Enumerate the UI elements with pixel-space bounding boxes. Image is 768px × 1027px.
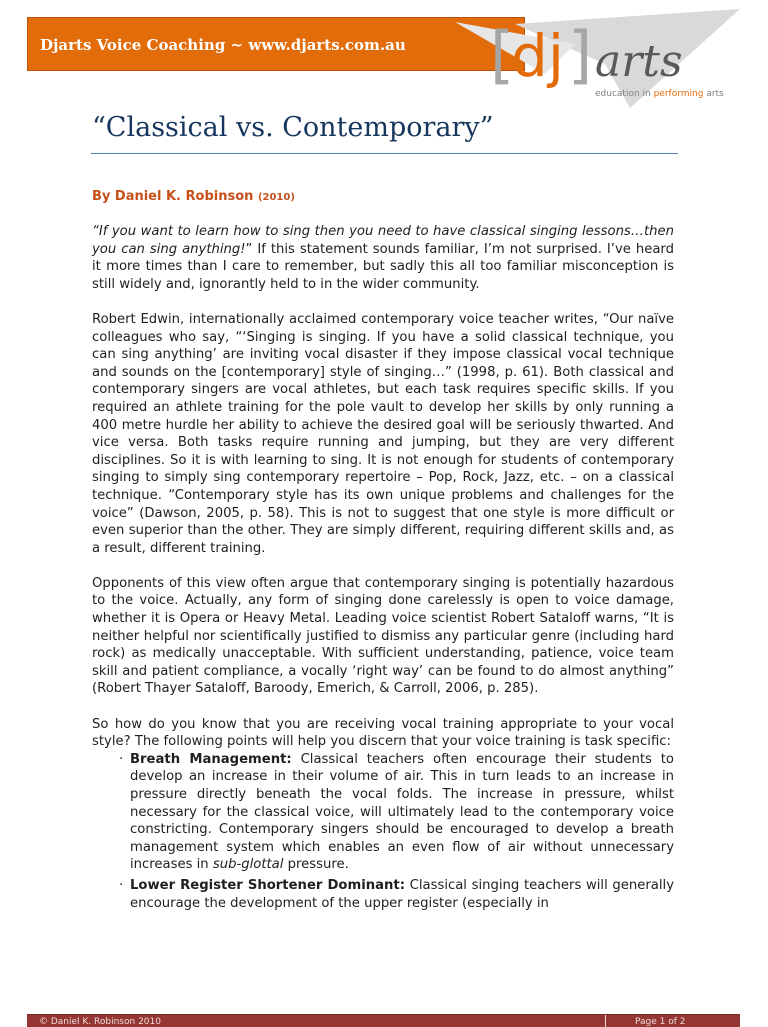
bullet-marker: · [119,877,124,893]
paragraph-3: Opponents of this view often argue that contemporary singing is potentially hazardous to the voice. Actually, any form of singing done carelessly is open to voice damage, whether it is Opera or Heavy Metal. Leading voice scientist Robert Sataloff warns, “It is neither helpful nor scientifically justified to dismiss any particular genre (including hard rock) as medically unacceptable. With sufficient understanding, patience, voice team skill and patient compliance, a vocally ‘right way’ can be found to do almost anything” (Robert Thayer Sataloff, Baroody, Emerich, & Carroll, 2006, p. 285). [92,575,674,697]
byline-year: (2010) [257,192,295,203]
bullet-term: Lower Register Shortener Dominant: [130,877,405,893]
bullet-marker: · [119,751,124,767]
bullet-term: Breath Management: [130,751,292,767]
header-banner [27,17,525,71]
footer-copyright: © Daniel K. Robinson 2010 [39,1017,161,1027]
logo-mark: dj [511,22,564,90]
logo-bracket-right: ] [568,18,593,91]
paragraph-1: “If you want to learn how to sing then you need to have classical singing lessons…then you can sing anything!” If this statement sounds familiar, I’m not surprised. I’ve heard it more times than I care to remember, but sadly this all too familiar misconception is still widely and, ignorantly held to in the wider community. [92,224,674,292]
logo-tagline: education in performing arts [595,89,724,99]
opening-quote: “If you want to learn how to sing then you need to have classical singing lessons…then you can sing anything! [92,224,674,257]
document-title: “Classical vs. Contemporary” [92,112,494,143]
document-body [92,223,674,915]
footer-divider [605,1015,606,1027]
title-rule [91,153,678,154]
footer-page-number: Page 1 of 2 [635,1017,686,1027]
paragraph-2: Robert Edwin, internationally acclaimed contemporary voice teacher writes, “Our naïve colleagues who say, “‘Singing is singing. If you have a solid classical technique, you can sing anything’ are inviting vocal disaster if they impose classical vocal technique and sounds on the [contemporary] style of singing…” (1998, p. 61). Both classical and contemporary singers are vocal athletes, but each task requires specific skills. If you required an athlete training for the pole vault to develop her skills by only running a 400 metre hurdle her ability to achieve the desired goal will be seriously thwarted. And vice versa. Both tasks require running and jumping, but they are very different disciplines. So it is with learning to sing. It is not enough for students of contemporary singing to simply sing contemporary repertoire – Pop, Rock, Jazz, etc. – on a classical technique. “Contemporary style has its own unique problems and challenges for the voice” (Dawson, 2005, p. 58). This is not to suggest that one style is more difficult or even superior than the other. They are simply different, requiring different skills and, as a result, different training. [92,311,674,556]
banner-text[interactable]: Djarts Voice Coaching ~ www.djarts.com.au [40,36,406,54]
paragraph-4: So how do you know that you are receiving vocal training appropriate to your vocal style? The following points will help you discern that your voice training is task specific: [92,716,674,750]
byline [92,189,295,204]
page-footer [27,1014,740,1027]
list-item: · Breath Management: Classical teachers often encourage their students to develop an increase in their volume of air. This in turn leads to an increase in pressure directly beneath the vocal folds. The increase in pressure, whilst necessary for the classical voice, will ultimately lead to the contemporary voice constricting. Contemporary singers should be encouraged to develop a breath management system which enables an even flow of air without unnecessary increases in sub-glottal pressure. [119,751,674,873]
logo-wordmark: arts [595,36,683,87]
list-item: · Lower Register Shortener Dominant: Classical singing teachers will generally encourage the development of the upper register (especially in [119,877,674,911]
byline-author: By Daniel K. Robinson [92,189,254,204]
task-specific-list [92,751,674,912]
djarts-logo [455,4,755,108]
logo-bracket-left: [ [490,18,515,91]
